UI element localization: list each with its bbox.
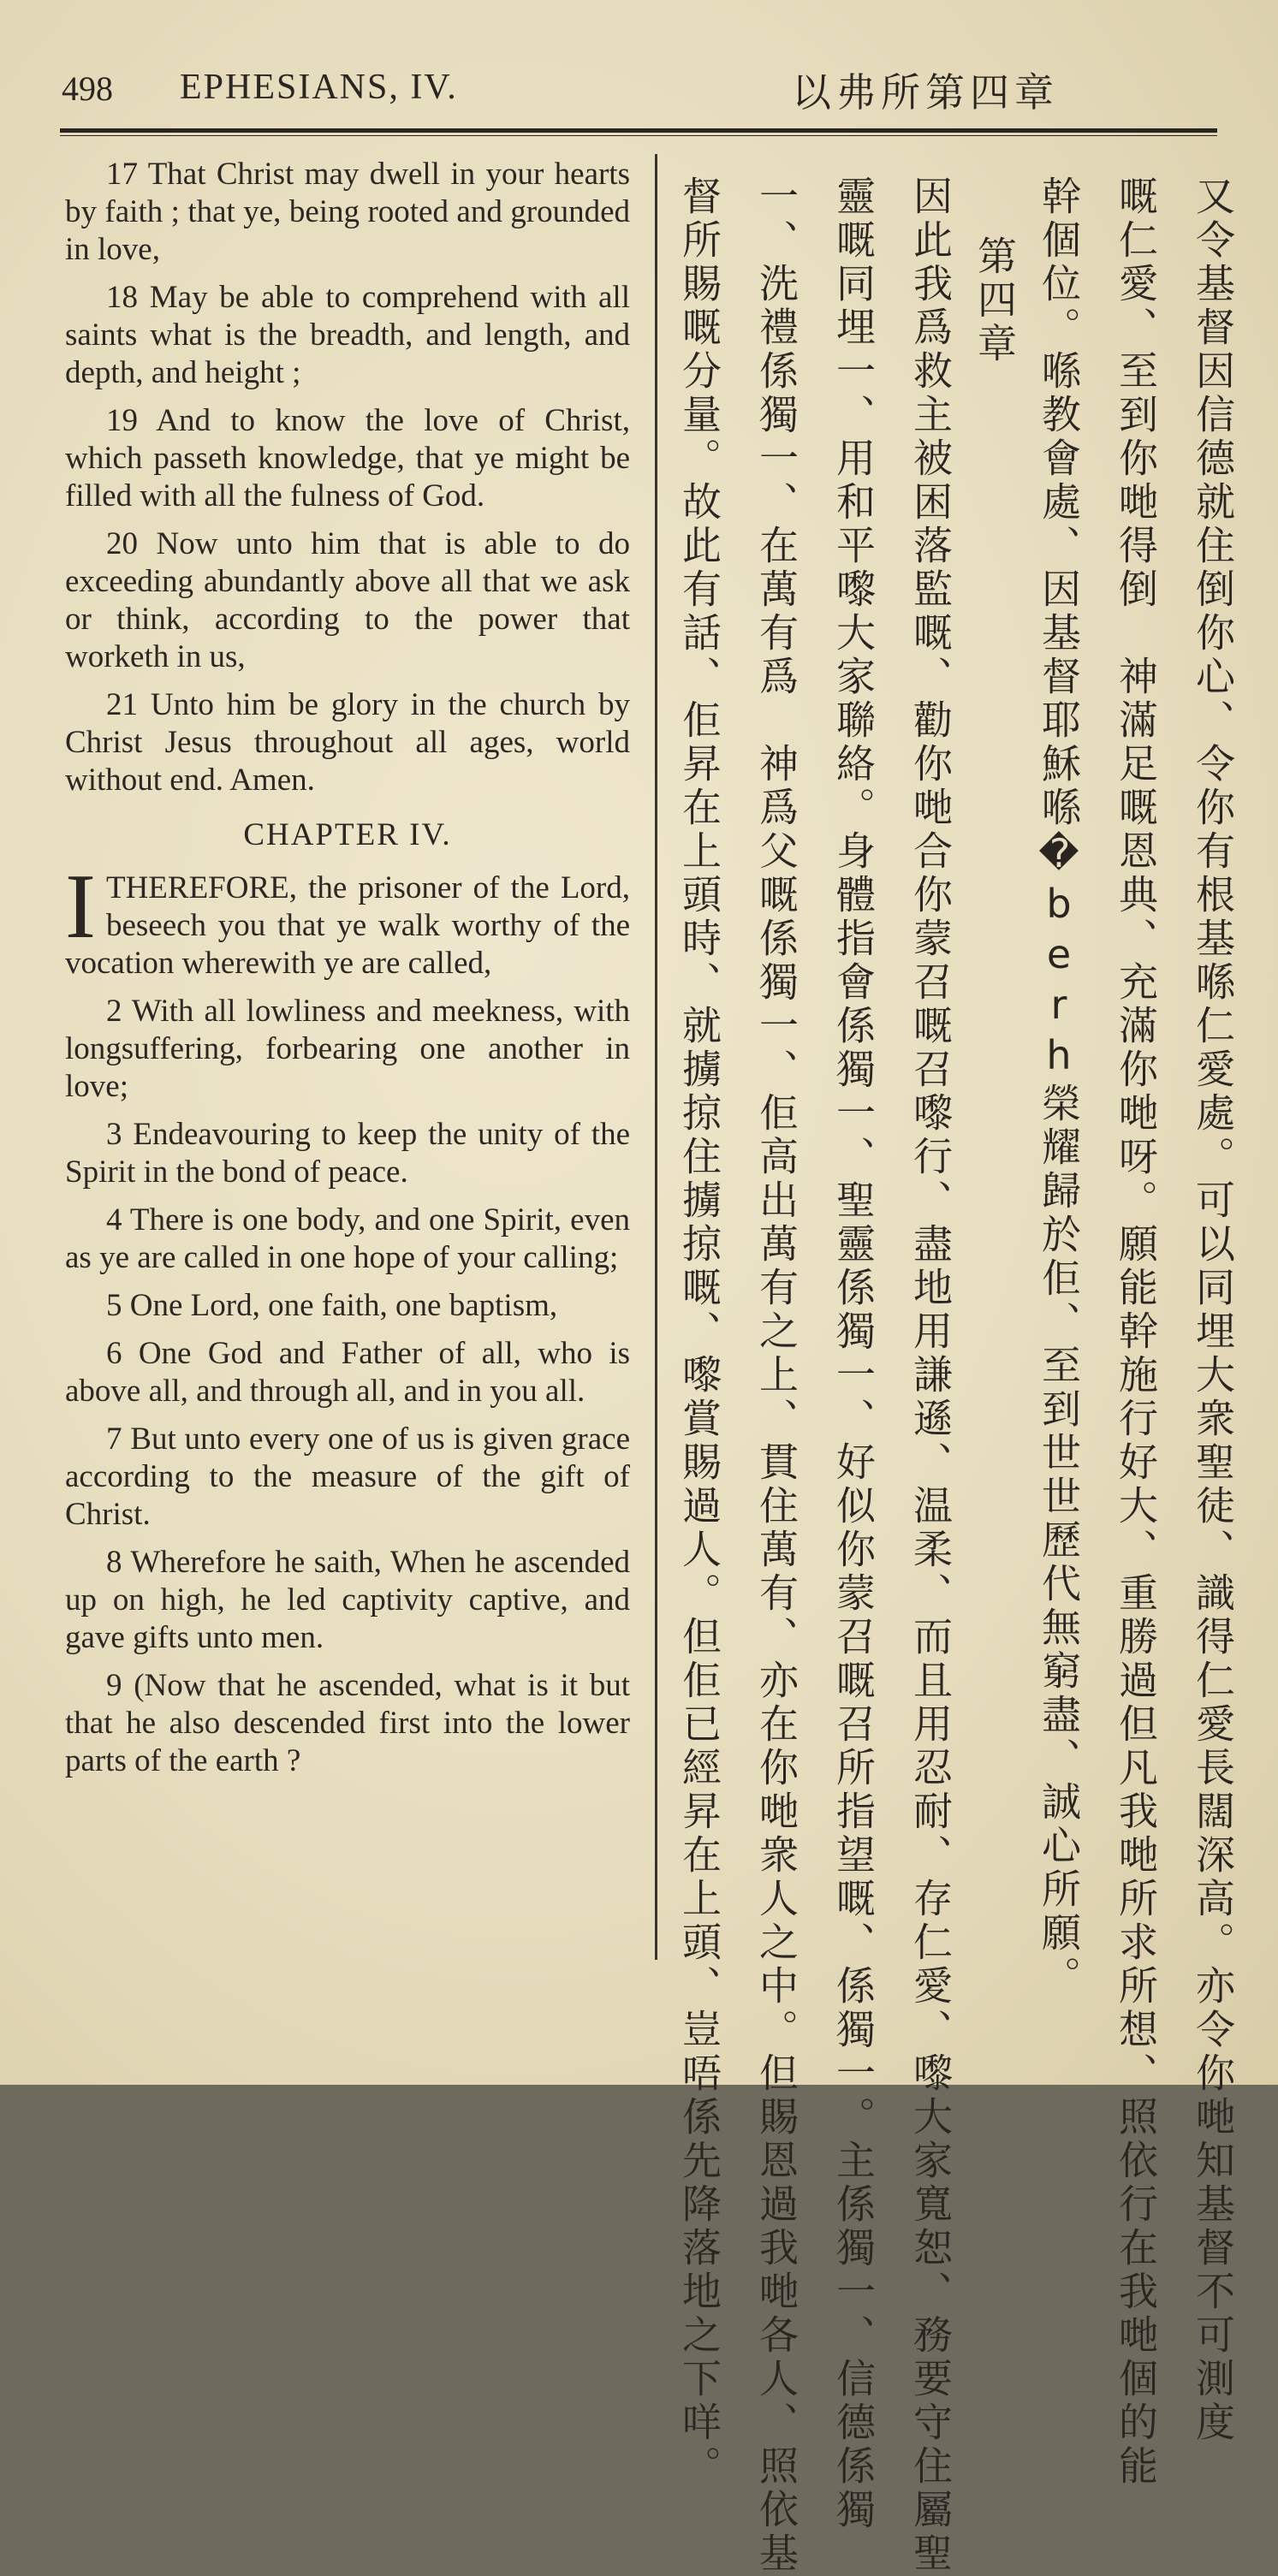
chinese-column: 又令基督因信德就住倒你心、令你有根基喺仁愛處。可以同埋大衆聖徒、識得仁愛長闊深高。亦令你哋知基督不可測度: [1190, 175, 1236, 2445]
column-divider: [655, 154, 657, 1960]
verse-17: 17 That Christ may dwell in your hearts by faith ; that ye, being rooted and grounded in love,: [65, 157, 630, 267]
chinese-running-title: 以弗所第四章: [792, 69, 1059, 116]
verse-19: 19 And to know the love of Christ, which passeth knowledge, that ye might be filled with all the fulness of God.: [65, 403, 630, 513]
running-title: EPHESIANS, IV.: [180, 68, 458, 107]
verse-3: 3 Endeavouring to keep the unity of the Spirit in the bond of peace.: [65, 1117, 630, 1190]
chapter-heading: CHAPTER IV.: [243, 817, 452, 852]
page-header: [0, 0, 1278, 128]
english-column: [65, 156, 630, 1790]
verse-21: 21 Unto him be glory in the church by Christ Jesus throughout all ages, world without end. Amen.: [65, 687, 630, 798]
verse-7: 7 But unto every one of us is given grace according to the measure of the gift of Christ.: [65, 1422, 630, 1532]
verse-20: 20 Now unto him that is able to do exceeding abundantly above all that we ask or think, according to the power that worketh in us,: [65, 526, 630, 674]
verse-8: 8 Wherefore he saith, When he ascended up on high, he led captivity captive, and gave gifts unto men.: [65, 1545, 630, 1655]
page-number: 498: [62, 69, 113, 108]
verse-2: 2 With all lowliness and meekness, with longsuffering, forbearing one another in love;: [65, 994, 630, 1104]
header-rule-thin: [60, 135, 1217, 136]
chinese-column: 一、洗禮係獨一、在萬有爲 神爲父嘅係獨一、佢高出萬有之上、貫住萬有、亦在你哋衆人之中。但賜恩過我哋各人、照依基: [753, 175, 799, 2576]
verse-4: 4 There is one body, and one Spirit, even as ye are called in one hope of your calling;: [65, 1202, 630, 1275]
chinese-column: 督所賜嘅分量。故此有話、佢昇在上頭時、就擄掠住擄掠嘅、嚟賞賜過人。但佢已經昇在上頭、豈唔係先降落地之下咩。: [676, 175, 722, 2489]
verse-9: 9 (Now that he ascended, what is it but that he also descended first into the lower parts of the earth ?: [65, 1668, 630, 1778]
chinese-chapter-heading: 第四章: [972, 235, 1018, 366]
drop-cap: I: [65, 856, 96, 958]
verse-6: 6 One God and Father of all, who is above all, and through all, and in you all.: [65, 1336, 630, 1409]
chinese-column: 幹個位。喺教會處、因基督耶穌喺�berh榮耀歸於佢、至到世世歷代無窮盡、誠心所願。: [1036, 175, 1082, 1999]
chinese-column: 靈嘅同埋一、用和平嚟大家聯絡。身體指會係獨一、聖靈係獨一、好似你蒙召嘅召所指望嘅、係獨一。主係獨一、信德係獨: [830, 175, 877, 2532]
header-rule: [60, 128, 1217, 133]
verse-18: 18 May be able to comprehend with all saints what is the breadth, and length, and depth, and height ;: [65, 280, 630, 390]
chinese-column: 因此我爲救主被困落監嘅、勸你哋合你蒙召嘅召嚟行、盡地用謙遜、温柔、而且用忍耐、存仁愛、嚟大家寬恕、務要守住屬聖: [907, 175, 954, 2576]
verse-1: [65, 856, 630, 982]
verse-1-text: THEREFORE, the prisoner of the Lord, beseech you that ye walk worthy of the vocation wherewith ye are called,: [65, 870, 630, 981]
verse-5: 5 One Lord, one faith, one baptism,: [106, 1288, 558, 1323]
chinese-column: 嘅仁愛、至到你哋得倒 神滿足嘅恩典、充滿你哋呀。願能幹施行好大、重勝過但凡我哋所求所想、照依行在我哋個的能: [1113, 175, 1159, 2489]
